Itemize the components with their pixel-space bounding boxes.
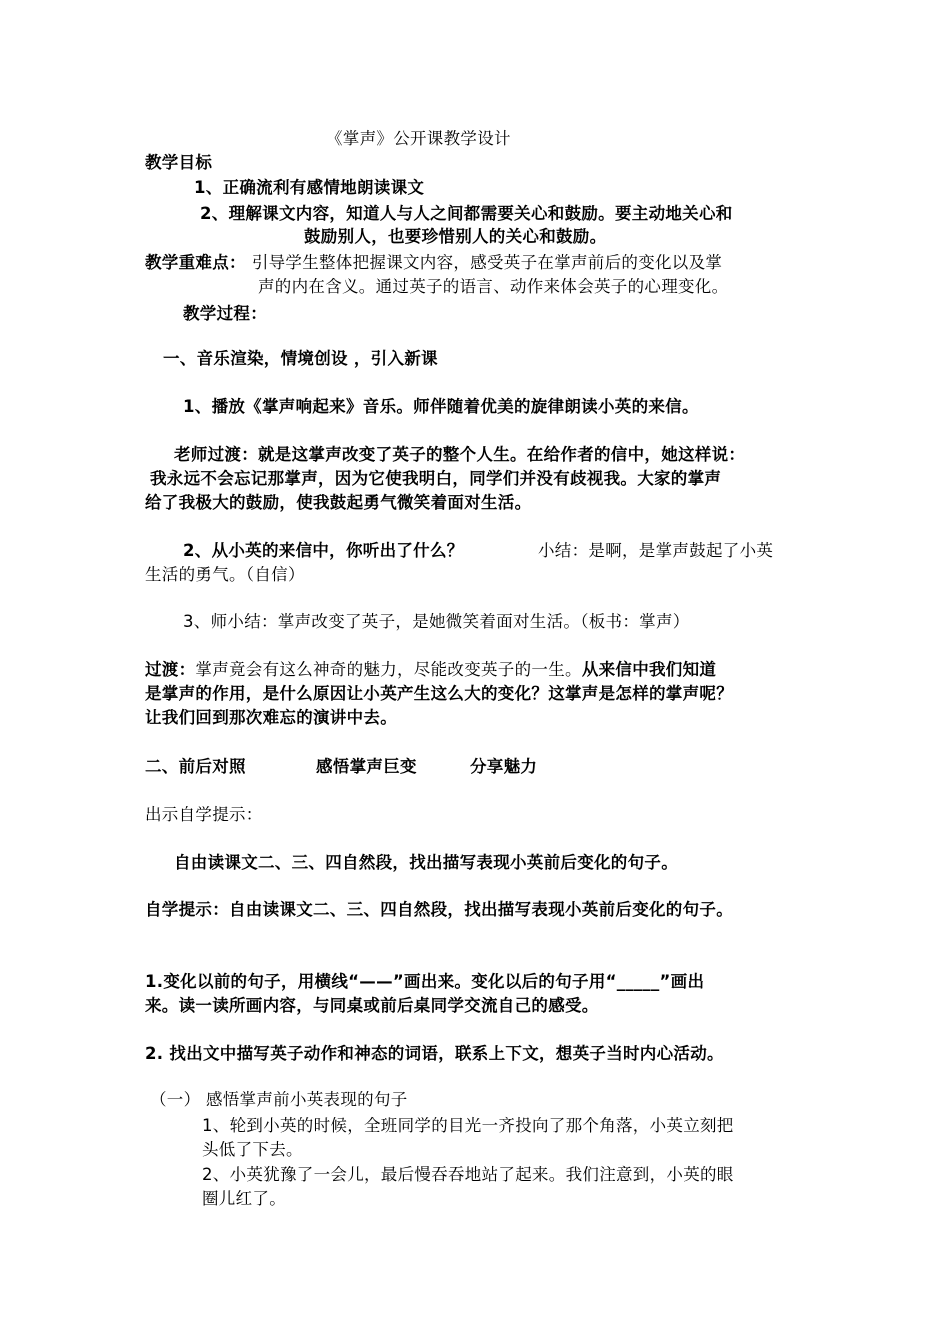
transition-2-label: 过渡： <box>145 660 196 679</box>
keypoints-text: 引导学生整体把握课文内容，感受英子在掌声前后的变化以及掌 <box>251 253 723 272</box>
transition-2-line-2: 是掌声的作用，是什么原因让小英产生这么大的变化？这掌声是怎样的掌声呢？ <box>145 684 733 703</box>
subsection-1-item-2-line-1: 2、小英犹豫了一会儿，最后慢吞吞地站了起来。我们注意到，小英的眼 <box>202 1165 734 1184</box>
goals-heading: 教学目标 <box>145 153 213 172</box>
section-2-heading-part-1: 二、前后对照 <box>145 757 246 776</box>
section-1-heading: 一、音乐渲染，情境创设 ，引入新课 <box>163 349 438 368</box>
self-study-label: 出示自学提示： <box>145 805 263 824</box>
process-heading: 教学过程： <box>183 304 267 323</box>
document-title: 《掌声》公开课教学设计 <box>326 129 511 148</box>
transition-2-line-1 <box>145 659 716 681</box>
section-1-item-2-summary: 小结：是啊，是掌声鼓起了小英 <box>538 541 774 560</box>
subsection-1-heading: （一） 感悟掌声前小英表现的句子 <box>150 1090 408 1109</box>
transition-2-bold: 从来信中我们知道 <box>581 660 717 679</box>
self-study-text: 自由读课文二、三、四自然段，找出描写表现小英前后变化的句子。 <box>174 853 678 872</box>
section-1-item-2-line-2: 生活的勇气。（自信） <box>145 565 305 584</box>
transition-1-line-1: 老师过渡：就是这掌声改变了英子的整个人生。在给作者的信中，她这样说： <box>174 445 746 464</box>
task-1-line-2: 来。读一读所画内容，与同桌或前后桌同学交流自己的感受。 <box>145 996 599 1015</box>
task-1-line-1: 1.变化以前的句子，用横线“——”画出来。变化以后的句子用“_____”画出 <box>145 972 705 991</box>
keypoints-line-2: 声的内在含义。通过英子的语言、动作来体会英子的心理变化。 <box>258 277 729 296</box>
task-2: 2. 找出文中描写英子动作和神态的词语，联系上下文，想英子当时内心活动。 <box>145 1044 724 1063</box>
section-1-item-3: 3、师小结：掌声改变了英子，是她微笑着面对生活。（板书：掌声） <box>183 612 690 631</box>
subsection-1-item-2-line-2: 圈儿红了。 <box>202 1189 286 1208</box>
transition-1-line-2: 我永远不会忘记那掌声，因为它使我明白，同学们并没有歧视我。大家的掌声 <box>150 469 722 488</box>
subsection-1-item-1-line-1: 1、轮到小英的时候，全班同学的目光一齐投向了那个角落，小英立刻把 <box>202 1116 734 1135</box>
section-2-heading-part-3: 分享魅力 <box>470 757 538 776</box>
goal-2-line-2: 鼓励别人，也要珍惜别人的关心和鼓励。 <box>304 227 607 246</box>
section-2-heading-part-2: 感悟掌声巨变 <box>316 757 417 776</box>
transition-2-normal: 掌声竟会有这么神奇的魅力，尽能改变英子的一生。 <box>195 660 582 679</box>
goal-2-line-1: 2、理解课文内容，知道人与人之间都需要关心和鼓励。要主动地关心和 <box>200 204 733 223</box>
keypoints-line-1 <box>145 252 722 274</box>
section-1-item-2-question: 2、从小英的来信中，你听出了什么？ <box>183 541 464 560</box>
self-study-tip: 自学提示：自由读课文二、三、四自然段，找出描写表现小英前后变化的句子。 <box>145 900 733 919</box>
section-1-item-1: 1、播放《掌声响起来》音乐。师伴随着优美的旋律朗读小英的来信。 <box>183 397 699 416</box>
subsection-1-item-1-line-2: 头低了下去。 <box>202 1140 303 1159</box>
transition-1-line-3: 给了我极大的鼓励，使我鼓起勇气微笑着面对生活。 <box>145 493 532 512</box>
goal-1: 1、正确流利有感情地朗读课文 <box>194 178 425 197</box>
keypoints-label: 教学重难点： <box>145 253 246 272</box>
transition-2-line-3: 让我们回到那次难忘的演讲中去。 <box>145 708 397 727</box>
